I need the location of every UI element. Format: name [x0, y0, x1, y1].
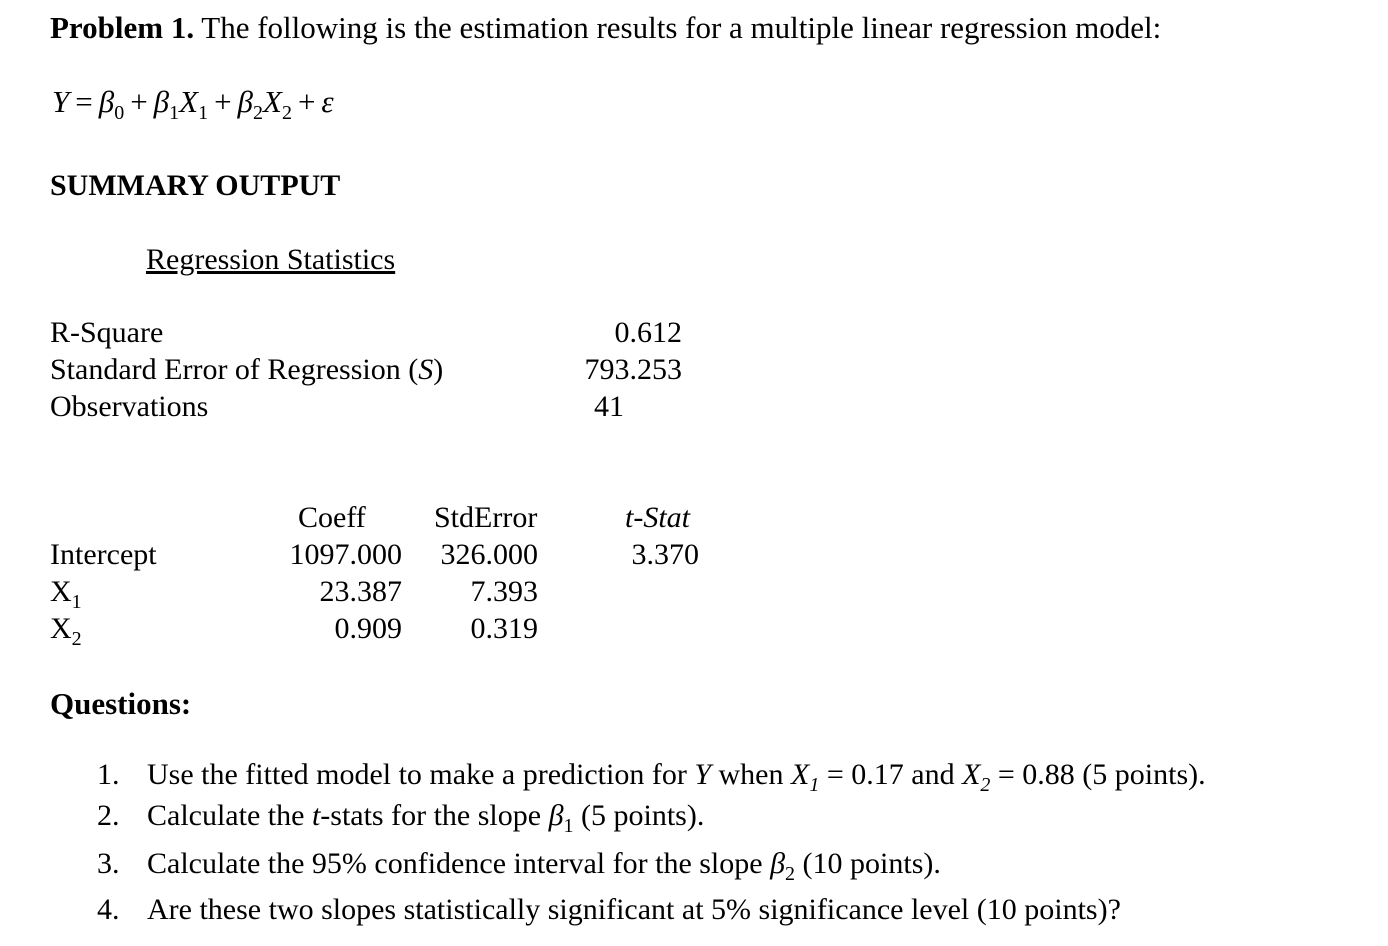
- problem-label: Problem 1.: [50, 10, 195, 45]
- question-1-text: Use the fitted model to make a prediction for Y when $X_1 = 0.17$ and $X_2 = 0.88$ (5 points).: [147, 758, 1206, 796]
- eq-y: Y: [52, 84, 70, 119]
- eq-x2: $X_2$: [263, 84, 292, 125]
- question-2-text: Calculate the t-stats for the slope $\beta_1$ (5 points).: [147, 799, 705, 837]
- rsquare-label: R-Square: [50, 316, 164, 349]
- eq-beta1: $\beta_1$: [153, 84, 180, 125]
- summary-title: SUMMARY OUTPUT: [50, 169, 341, 202]
- std-error-label: Standard Error of Regression (S): [50, 353, 444, 386]
- questions-heading: Questions:: [50, 686, 192, 721]
- eq-plus-3: +: [297, 84, 316, 119]
- eq-x1: $X_1$: [179, 84, 209, 125]
- question-3-text: Calculate the 95% confidence interval for the slope $\beta_2$ (10 points).: [147, 847, 941, 885]
- eq-beta0: $\beta_0$: [98, 84, 125, 125]
- x2-coeff: 0.909: [334, 612, 402, 645]
- observations-value: 41: [594, 390, 624, 423]
- problem-statement: [50, 10, 1161, 46]
- intercept-label: Intercept: [50, 538, 157, 571]
- x2-label: $X_2$: [50, 612, 82, 650]
- tstat-header: t-Stat: [625, 501, 690, 534]
- eq-plus-1: +: [130, 84, 148, 119]
- rsquare-value: 0.612: [614, 316, 682, 349]
- eq-equals: =: [75, 84, 93, 119]
- intercept-coeff: 1097.000: [289, 538, 402, 571]
- intercept-stderror: 326.000: [440, 538, 538, 571]
- eq-plus-2: +: [214, 84, 232, 119]
- x1-coeff: 23.387: [319, 575, 402, 608]
- regression-statistics-heading: Regression Statistics: [146, 243, 396, 276]
- x1-stderror: 7.393: [470, 575, 538, 608]
- eq-beta2: $\beta_2$: [237, 84, 263, 125]
- model-equation: [52, 84, 334, 125]
- question-3-number: 3.: [97, 847, 120, 880]
- problem-intro: The following is the estimation results for a multiple linear regression model:: [194, 10, 1162, 45]
- eq-epsilon: ε: [321, 84, 334, 119]
- question-4-text: Are these two slopes statistically significant at 5% significance level (10 points)?: [147, 893, 1121, 926]
- stderror-header: StdError: [434, 501, 538, 534]
- intercept-tstat: 3.370: [631, 538, 699, 571]
- x2-stderror: 0.319: [470, 612, 538, 645]
- question-2-number: 2.: [97, 799, 120, 832]
- x1-label: $X_1$: [50, 575, 82, 613]
- observations-label: Observations: [50, 390, 209, 423]
- question-4-number: 4.: [97, 893, 120, 926]
- coeff-header: Coeff: [298, 501, 366, 534]
- question-1-number: 1.: [97, 758, 120, 791]
- std-error-value: 793.253: [584, 353, 682, 386]
